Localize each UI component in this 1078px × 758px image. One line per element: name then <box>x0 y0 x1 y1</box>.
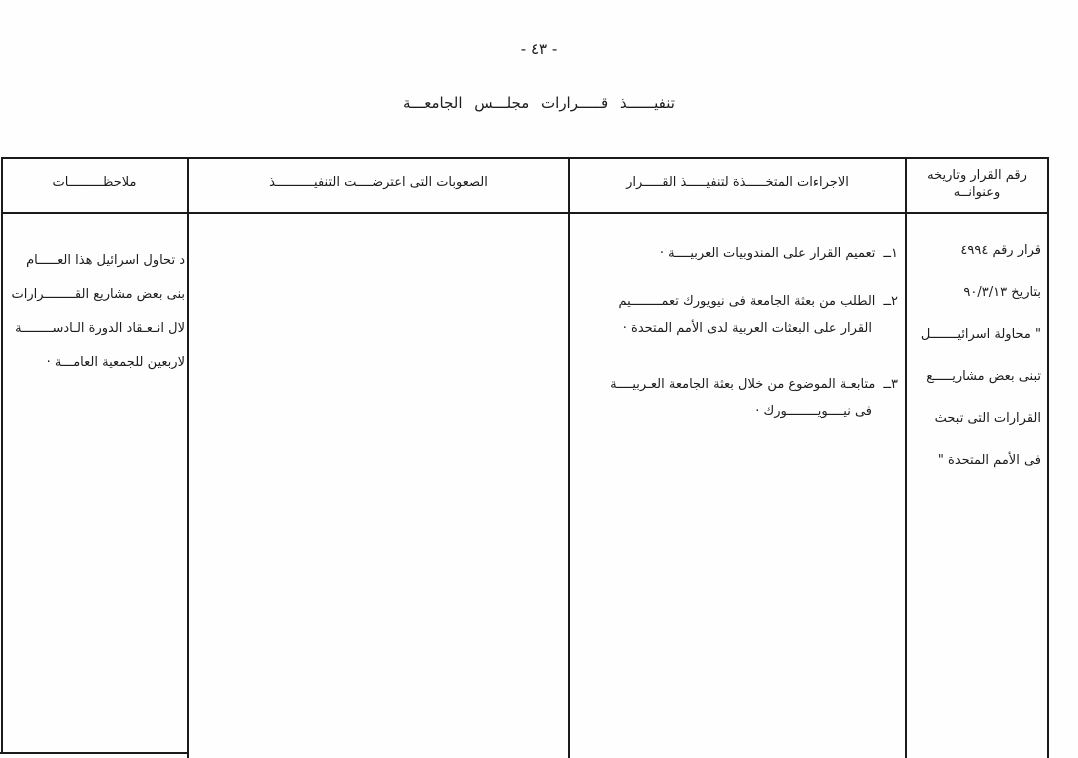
header-decision-number <box>908 167 1046 201</box>
procedure-item-line <box>572 240 898 267</box>
table-border-top <box>1 157 1048 159</box>
procedure-item <box>572 240 903 267</box>
page-number: - ٤٣ - <box>520 40 558 58</box>
header-notes: ملاحظـــــــــات <box>52 175 137 190</box>
page-title: تنفيــــــذ قـــــرارات مجلـــس الجامعـــة <box>403 94 675 112</box>
procedure-item-text: تعميم القرار على المندوبيات العربيــــة · <box>659 246 876 261</box>
procedure-item <box>572 371 903 425</box>
procedure-item-text: الطلب من بعثة الجامعة فى نيويورك تعمــــــــيم <box>618 294 876 309</box>
procedure-item-text: متابعـة الموضوع من خلال بعثة الجامعة العـربيــــة <box>610 377 876 392</box>
column-divider-procedures <box>905 157 907 758</box>
header-procedures: الاجراءات المتخـــــذة لتنفيـــــذ القـــــرار <box>626 175 849 190</box>
procedure-item <box>572 288 903 342</box>
table-header-separator <box>1 212 1048 214</box>
procedure-item-line: فى نيــــويــــــــورك · <box>755 404 872 419</box>
procedure-item-number: ١ــ <box>883 246 898 261</box>
procedure-item-line <box>572 288 898 315</box>
note-line: لاربعين للجمعية العامـــة · <box>46 355 185 370</box>
note-line: لال انـعـقاد الدورة الـادســــــــة <box>15 321 185 336</box>
procedure-item-number: ٣ــ <box>883 377 898 392</box>
decision-line: بتاريخ ٩٠/٣/١٣ <box>963 285 1041 300</box>
decision-line: " محاولة اسرائيـــــــل <box>920 327 1041 342</box>
table-border-right <box>1047 157 1049 758</box>
note-line: بنى بعض مشاريع القــــــــرارات <box>11 287 185 302</box>
decision-line: تبنى بعض مشاريـــــع <box>926 369 1041 384</box>
decision-line: قرار رقم ٤٩٩٤ <box>960 243 1041 258</box>
cell-difficulties <box>190 230 567 750</box>
procedure-item-line: القرار على البعثات العربية لدى الأمم المتحدة · <box>622 321 872 336</box>
header-decision-line2: وعنوانــه <box>953 185 1001 200</box>
table-border-bottom-left <box>0 752 189 754</box>
decision-line: فى الأمم المتحدة " <box>937 453 1041 468</box>
header-difficulties: الصعوبات التى اعترضــــت التنفيــــــــــذ <box>269 175 488 190</box>
column-divider-difficulties <box>568 157 570 758</box>
procedure-item-number: ٢ــ <box>883 294 898 309</box>
note-line: د تحاول اسرائيل هذا العـــــام <box>26 253 185 268</box>
column-divider-notes <box>187 157 189 758</box>
header-decision-line1: رقم القرار وتاريخه <box>927 168 1027 183</box>
procedure-item-line <box>572 371 898 398</box>
cell-decision-number <box>908 230 1044 482</box>
cell-notes <box>2 244 186 380</box>
decision-line: القرارات التى تبحث <box>934 411 1041 426</box>
